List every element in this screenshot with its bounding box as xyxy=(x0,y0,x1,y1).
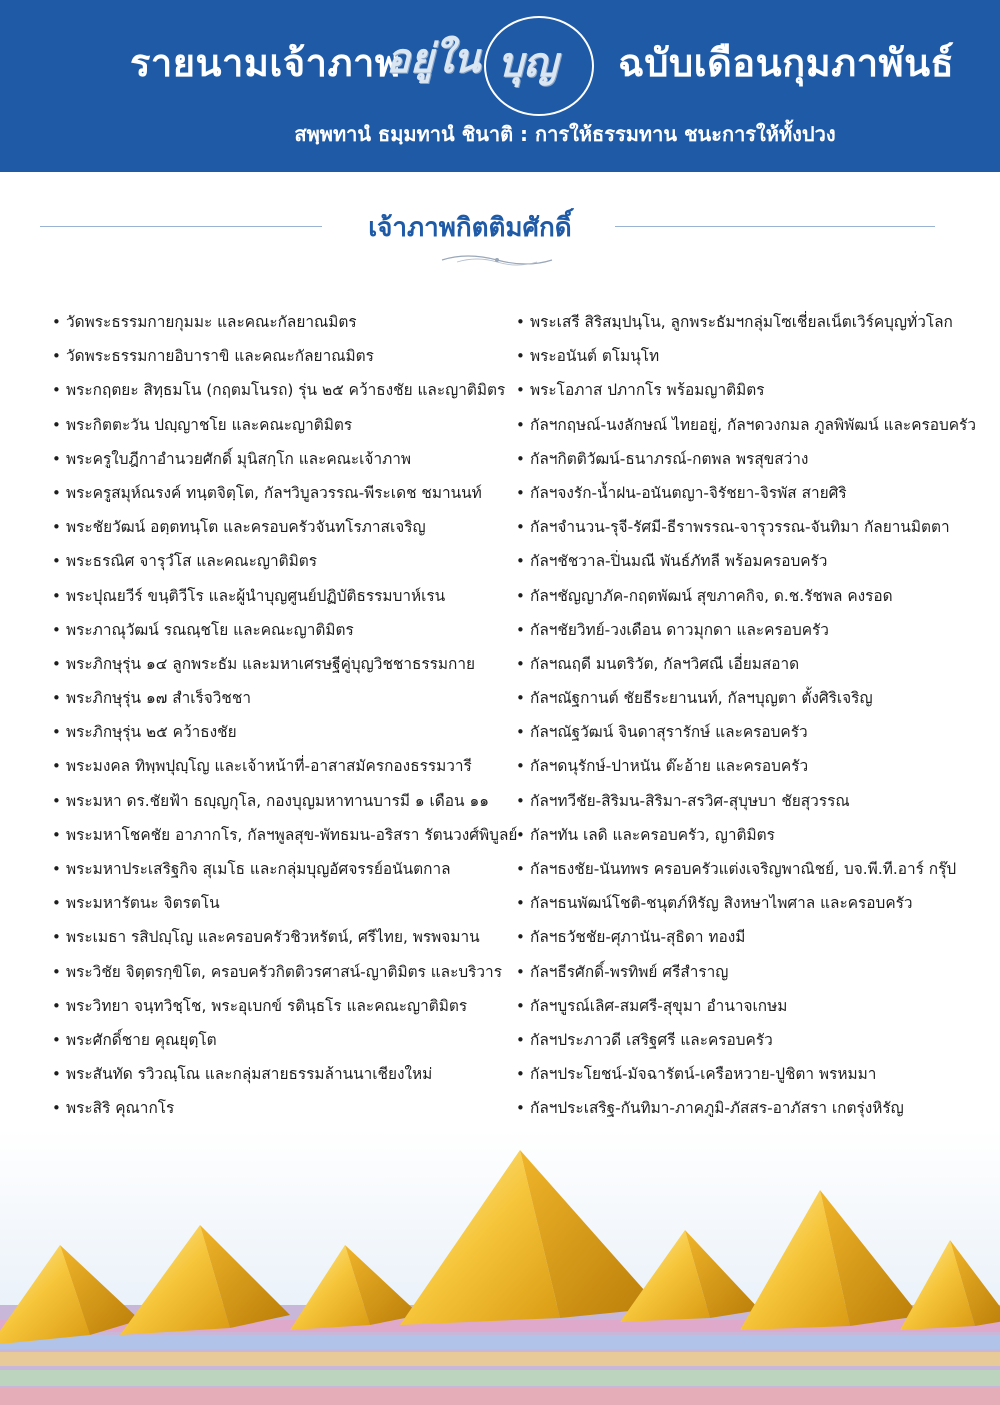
list-item: • พระอนันต์ ตโมนุโท xyxy=(516,342,986,376)
logo xyxy=(380,14,610,114)
list-item: • พระมหา ดร.ชัยฟ้า ธญฺญกุโล, กองบุญมหาทานบารมี ๑ เดือน ๑๑ xyxy=(52,787,512,821)
list-item: • กัลฯประเสริฐ-กันทิมา-ภาคภูมิ-ภัสสร-อาภัสรา เกตรุ่งหิรัญ xyxy=(516,1094,986,1128)
list-item: • กัลฯกิตติวัฒน์-ธนาภรณ์-กตพล พรสุขสว่าง xyxy=(516,445,986,479)
list-item: • กัลฯทัน เลดิ และครอบครัว, ญาติมิตร xyxy=(516,821,986,855)
list-item: • พระภิกษุรุ่น ๒๕ คว้าธงชัย xyxy=(52,718,512,752)
list-item: • วัดพระธรรมกายอิบาราขิ และคณะกัลยาณมิตร xyxy=(52,342,512,376)
list-item: • พระภาณุวัฒน์ รณณฺชโย และคณะญาติมิตร xyxy=(52,616,512,650)
sponsor-list-left xyxy=(52,308,518,1129)
list-item: • พระศักดิ์ชาย คุณยุตฺโต xyxy=(52,1026,512,1060)
list-item: • พระครูใบฎีกาอำนวยศักดิ์ มุนิสกฺโก และคณะเจ้าภาพ xyxy=(52,445,512,479)
list-item: • พระเสรี สิริสมฺปนฺโน, ลูกพระธัมฯกลุ่มโซเชี่ยลเน็ตเวิร์คบุญทั่วโลก xyxy=(516,308,986,342)
list-item: • พระกฤตยะ สิทฺธมโน (กฤตมโนรถ) รุ่น ๒๕ คว้าธงชัย และญาติมิตร xyxy=(52,376,512,410)
list-item: • พระมงคล ทิพฺพปุญฺโญ และเจ้าหน้าที่-อาสาสมัครกองธรรมวารี xyxy=(52,752,512,786)
list-item: • พระสิริ คุณากโร xyxy=(52,1094,512,1128)
flourish-ornament xyxy=(437,250,557,270)
page-title-left: รายนามเจ้าภาพ xyxy=(130,41,401,85)
logo-text-b: บุญ xyxy=(498,39,558,86)
list-item: • พระโอภาส ปภากโร พร้อมญาติมิตร xyxy=(516,376,986,410)
list-item: • วัดพระธรรมกายกุมมะ และคณะกัลยาณมิตร xyxy=(52,308,512,342)
list-item: • พระปุณยวีร์ ขนฺติวีโร และผู้นำบุญศูนย์ปฏิบัติธรรมบาห์เรน xyxy=(52,582,512,616)
list-item: • กัลฯชัญญาภัค-กฤตพัฒน์ สุขภาคกิจ, ด.ช.รัชพล คงรอด xyxy=(516,582,986,616)
list-item: • พระภิกษุรุ่น ๑๔ ลูกพระธัม และมหาเศรษฐีคู่บุญวิชชาธรรมกาย xyxy=(52,650,512,684)
list-item: • กัลฯกฤษณ์-นงลักษณ์ ไทยอยู่, กัลฯดวงกมล ภูลพิพัฒน์ และครอบครัว xyxy=(516,411,986,445)
list-item: • กัลฯจำนวน-รุจี-รัศมี-ธีราพรรณ-จารุวรรณ-จันทิมา กัลยานมิตตา xyxy=(516,513,986,547)
list-item: • กัลฯดนุรักษ์-ปาหนัน ต๊ะอ้าย และครอบครัว xyxy=(516,752,986,786)
list-item: • กัลฯชัชวาล-ปิ่นมณี พันธ์ภัทลี พร้อมครอบครัว xyxy=(516,547,986,581)
list-item: • กัลฯประภาวดี เสริฐศรี และครอบครัว xyxy=(516,1026,986,1060)
list-item: • พระกิตตะวัน ปญฺญาชโย และคณะญาติมิตร xyxy=(52,411,512,445)
list-item: • พระมหารัตนะ จิตรตโน xyxy=(52,889,512,923)
list-item: • พระธรณิศ จารุวํโส และคณะญาติมิตร xyxy=(52,547,512,581)
divider-left xyxy=(40,226,322,227)
list-item: • พระสันทัด รวิวณฺโณ และกลุ่มสายธรรมล้านนาเชียงใหม่ xyxy=(52,1060,512,1094)
list-item: • กัลฯธวัชชัย-ศุภานัน-สุธิดา ทองมี xyxy=(516,923,986,957)
header-banner xyxy=(0,0,1000,172)
list-item: • พระชัยวัฒน์ อตฺตทนฺโต และครอบครัวจันทโรภาสเจริญ xyxy=(52,513,512,547)
list-item: • กัลฯบูรณ์เลิศ-สมศรี-สุขุมา อำนาจเกษม xyxy=(516,992,986,1026)
header-subtitle: สพฺพทานํ ธมฺมทานํ ชินาติ : การให้ธรรมทาน ชนะการให้ทั้งปวง xyxy=(294,122,836,146)
list-item: • กัลฯชัยวิทย์-วงเดือน ดาวมุกดา และครอบครัว xyxy=(516,616,986,650)
list-item: • พระมหาประเสริฐกิจ สุเมโธ และกลุ่มบุญอัศจรรย์อนันตกาล xyxy=(52,855,512,889)
list-item: • พระวิชัย จิตฺตรกฺขิโต, ครอบครัวกิตติวรศาสน์-ญาติมิตร และบริวาร xyxy=(52,958,512,992)
section-title: เจ้าภาพกิตติมศักดิ์ xyxy=(368,213,572,243)
list-item: • พระมหาโชคชัย อาภากโร, กัลฯพูลสุข-พัทธมน-อริสรา รัตนวงศ์พิบูลย์ xyxy=(52,821,512,855)
list-item: • กัลฯณัฐกานต์ ชัยธีระยานนท์, กัลฯบุญตา ตั้งศิริเจริญ xyxy=(516,684,986,718)
logo-text-a: อยู่ใน xyxy=(386,35,481,82)
list-item: • กัลฯธนพัฒน์โชติ-ชนุตภ์หิรัญ สิงหษาไพศาล และครอบครัว xyxy=(516,889,986,923)
section-heading xyxy=(40,205,935,245)
list-item: • กัลฯธงชัย-นันทพร ครอบครัวแต่งเจริญพาณิชย์, บจ.พี.ที.อาร์ กรุ๊ป xyxy=(516,855,986,889)
list-item: • พระภิกษุรุ่น ๑๗ สำเร็จวิชชา xyxy=(52,684,512,718)
sponsor-list-right xyxy=(516,308,986,1129)
list-item: • กัลฯธีรศักดิ์-พรทิพย์ ศรีสำราญ xyxy=(516,958,986,992)
list-item: • กัลฯจงรัก-น้ำฝน-อนันตญา-จิรัชยา-จิรพัส สายศิริ xyxy=(516,479,986,513)
pyramid-scene xyxy=(0,1130,1000,1405)
list-item: • กัลฯณฤดี มนตริวัต, กัลฯวิศณี เอี่ยมสอาด xyxy=(516,650,986,684)
list-item: • กัลฯทวีชัย-สิริมน-สิริมา-สรวิศ-สุบุษบา ชัยสุวรรณ xyxy=(516,787,986,821)
list-item: • พระวิทยา จนฺทวิชฺโช, พระอุเบกข์ รตินฺธโร และคณะญาติมิตร xyxy=(52,992,512,1026)
list-item: • พระครูสมุห์ณรงค์ ทนฺตจิตฺโต, กัลฯวิบูลวรรณ-พีระเดช ชมานนท์ xyxy=(52,479,512,513)
list-item: • พระเมธา รสิปญฺโญ และครอบครัวชิวหรัตน์, ศรีไทย, พรพจมาน xyxy=(52,923,512,957)
divider-right xyxy=(615,226,935,227)
list-item: • กัลฯประโยชน์-มัจฉารัตน์-เครือหวาย-ปูชิตา พรหมมา xyxy=(516,1060,986,1094)
page-title-right: ฉบับเดือนกุมภาพันธ์ xyxy=(618,41,955,85)
list-item: • กัลฯณัฐวัฒน์ จินดาสุรารักษ์ และครอบครัว xyxy=(516,718,986,752)
